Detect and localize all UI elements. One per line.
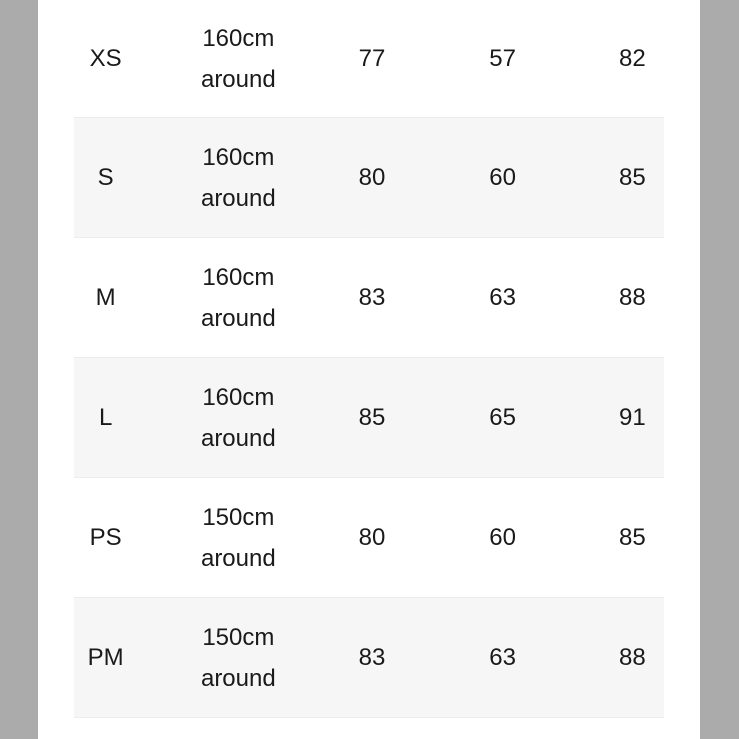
measure-1-cell: 80 <box>358 524 386 551</box>
table-row <box>74 0 664 118</box>
table-row <box>74 598 664 718</box>
measure-2-cell: 60 <box>489 164 516 191</box>
size-cell: S <box>97 164 114 191</box>
measure-2-cell: 57 <box>489 45 516 72</box>
height-cell <box>137 497 339 579</box>
height-value: 150cm <box>202 623 275 651</box>
measure-1-cell: 80 <box>358 164 386 191</box>
height-cell <box>137 137 339 219</box>
measure-3-cell: 91 <box>618 404 646 431</box>
measure-3-cell: 88 <box>618 644 646 671</box>
height-cell <box>137 18 339 100</box>
measure-3-cell: 82 <box>618 45 646 72</box>
height-value: 160cm <box>202 383 275 411</box>
height-value: 150cm <box>202 503 275 531</box>
height-note: around <box>200 65 276 93</box>
height-value: 160cm <box>202 143 275 171</box>
height-note: around <box>200 664 276 692</box>
measure-3-cell: 88 <box>618 284 646 311</box>
measure-2-cell: 65 <box>489 404 516 431</box>
measure-1-cell: 83 <box>358 644 386 671</box>
measure-1-cell: 85 <box>358 404 386 431</box>
height-note: around <box>200 424 276 452</box>
size-cell: XS <box>89 45 122 72</box>
height-value: 160cm <box>202 24 275 52</box>
size-cell: PS <box>89 524 122 551</box>
height-note: around <box>200 304 276 332</box>
table-row <box>74 478 664 598</box>
measure-3-cell: 85 <box>618 164 646 191</box>
table-row <box>74 118 664 238</box>
height-value: 160cm <box>202 263 275 291</box>
size-cell: L <box>99 404 113 431</box>
height-note: around <box>200 544 276 572</box>
height-cell <box>137 257 339 339</box>
size-cell: M <box>95 284 116 311</box>
size-chart-page <box>38 0 700 739</box>
measure-2-cell: 63 <box>489 644 516 671</box>
height-cell <box>137 377 339 459</box>
table-row <box>74 358 664 478</box>
size-chart-table <box>74 0 664 718</box>
height-note: around <box>200 184 276 212</box>
measure-3-cell: 85 <box>618 524 646 551</box>
measure-1-cell: 83 <box>358 284 386 311</box>
measure-1-cell: 77 <box>358 45 386 72</box>
measure-2-cell: 63 <box>489 284 516 311</box>
measure-2-cell: 60 <box>489 524 516 551</box>
table-row <box>74 238 664 358</box>
height-cell <box>137 617 339 699</box>
size-cell: PM <box>87 644 124 671</box>
